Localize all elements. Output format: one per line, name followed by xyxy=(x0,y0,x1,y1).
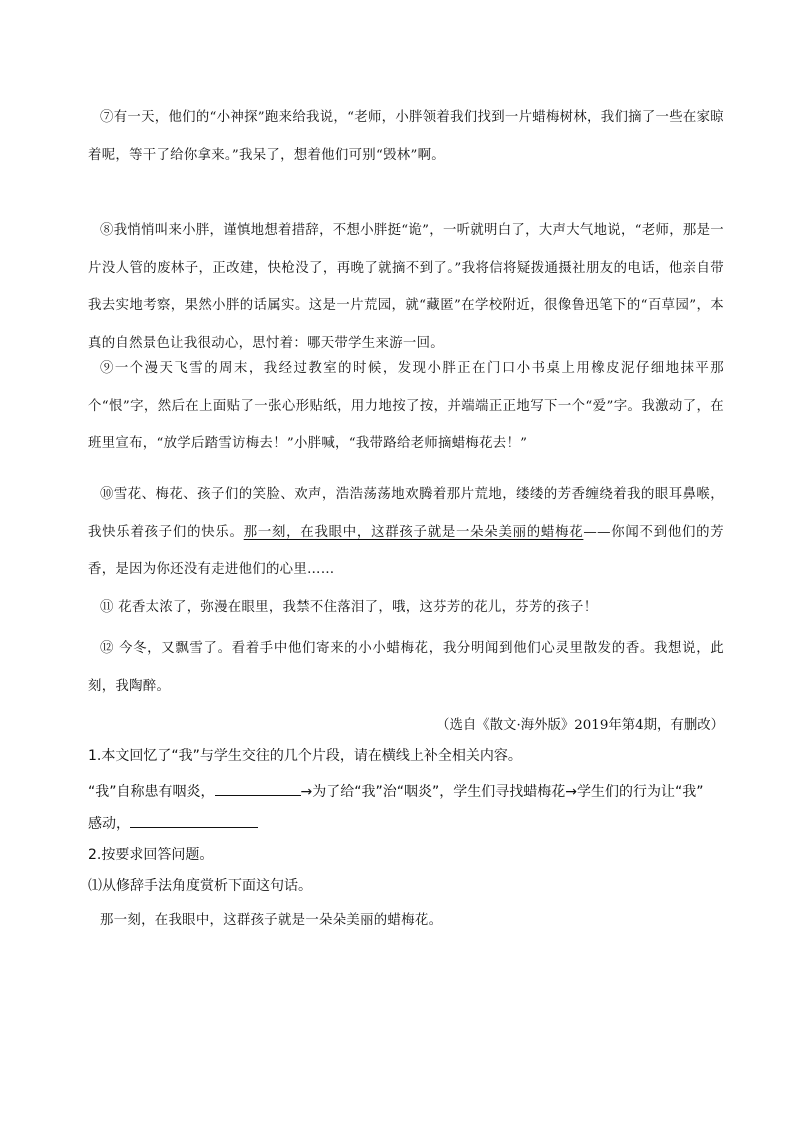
paragraph-7: ⑦有一天，他们的“小神探”跑来给我说，“老师，小胖领着我们找到一片蜡梅树林，我们摘了一些在家晾着呢，等干了给你拿来。”我呆了，想着他们可别“毁林”啊。 xyxy=(88,110,724,163)
paragraph-12: ⑫ 今冬，又飘雪了。看着手中他们寄来的小小蜡梅花，我分明闻到他们心灵里散发的香。我想说，此刻，我陶醉。 xyxy=(88,641,724,694)
question-1-line-1 xyxy=(88,780,738,802)
paragraph-10-text-a: ⑩雪花、梅花、孩子们的笑脸、欢声，浩浩荡荡地欢腾着那片荒地，缕缕的芳香缠绕着我的眼耳鼻喉，我快乐着孩子们的快乐。 xyxy=(88,487,724,540)
paragraph-10-text-b: ——你闻不到他们的芳香，是因为你还没有走进他们的心里…… xyxy=(88,524,725,577)
paragraph-8: ⑧我悄悄叫来小胖，谨慎地想着措辞，不想小胖挺“诡”，一听就明白了，大声大气地说，“老师，那是一片没人管的废林子，正改建，快枪没了，再晚了就摘不到了。”我将信将疑拨通摄社朋友的电话，他亲自带我去实地考察，果然小胖的话属实。这是一片荒园，就“藏匿”在学校附近，很像鲁迅笔下的“百草园”，本真的自然景色让我很动心，思忖着：哪天带学生来游一回。 xyxy=(88,223,724,351)
answer-blank-2[interactable] xyxy=(130,812,258,828)
q1-line1-text-b: →为了给“我”治“咽炎”，学生们寻找蜡梅花→学生们的行为让“我” xyxy=(300,784,704,800)
paragraph-11: ⑪ 花香太浓了，弥漫在眼里，我禁不住落泪了，哦，这芬芳的花儿，芬芳的孩子！ xyxy=(100,600,598,615)
paragraph-9: ⑨一个漫天飞雪的周末，我经过教室的时候，发现小胖正在门口小书桌上用橡皮泥仔细地抹平那个“恨”字，然后在上面贴了一张心形贴纸，用力地按了按，并端端正正地写下一个“爱”字。我激动了，在班里宣布，“放学后踏雪访梅去！”小胖喊，“我带路给老师摘蜡梅花去！” xyxy=(88,361,724,451)
question-2-title: 2.按要求回答问题。 xyxy=(88,847,214,863)
q1-line2-text-a: 感动， xyxy=(88,816,130,832)
answer-blank-1[interactable] xyxy=(215,780,301,796)
source-citation: （选自《散文·海外版》2019年第4期，有删改） xyxy=(436,718,724,733)
q1-line1-text-a: “我”自称患有咽炎， xyxy=(88,784,215,800)
quoted-sentence: 那一刻，在我眼中，这群孩子就是一朵朵美丽的蜡梅花。 xyxy=(100,913,443,928)
question-2-sub-1: ⑴从修辞手法角度赏析下面这句话。 xyxy=(88,878,312,894)
question-1-title: 1.本文回忆了“我”与学生交往的几个片段，请在横线上补全相关内容。 xyxy=(88,748,522,764)
underlined-sentence: 那一刻，在我眼中，这群孩子就是一朵朵美丽的蜡梅花 xyxy=(243,524,584,540)
question-1-line-2 xyxy=(88,812,738,834)
paragraph-10 xyxy=(88,476,724,589)
